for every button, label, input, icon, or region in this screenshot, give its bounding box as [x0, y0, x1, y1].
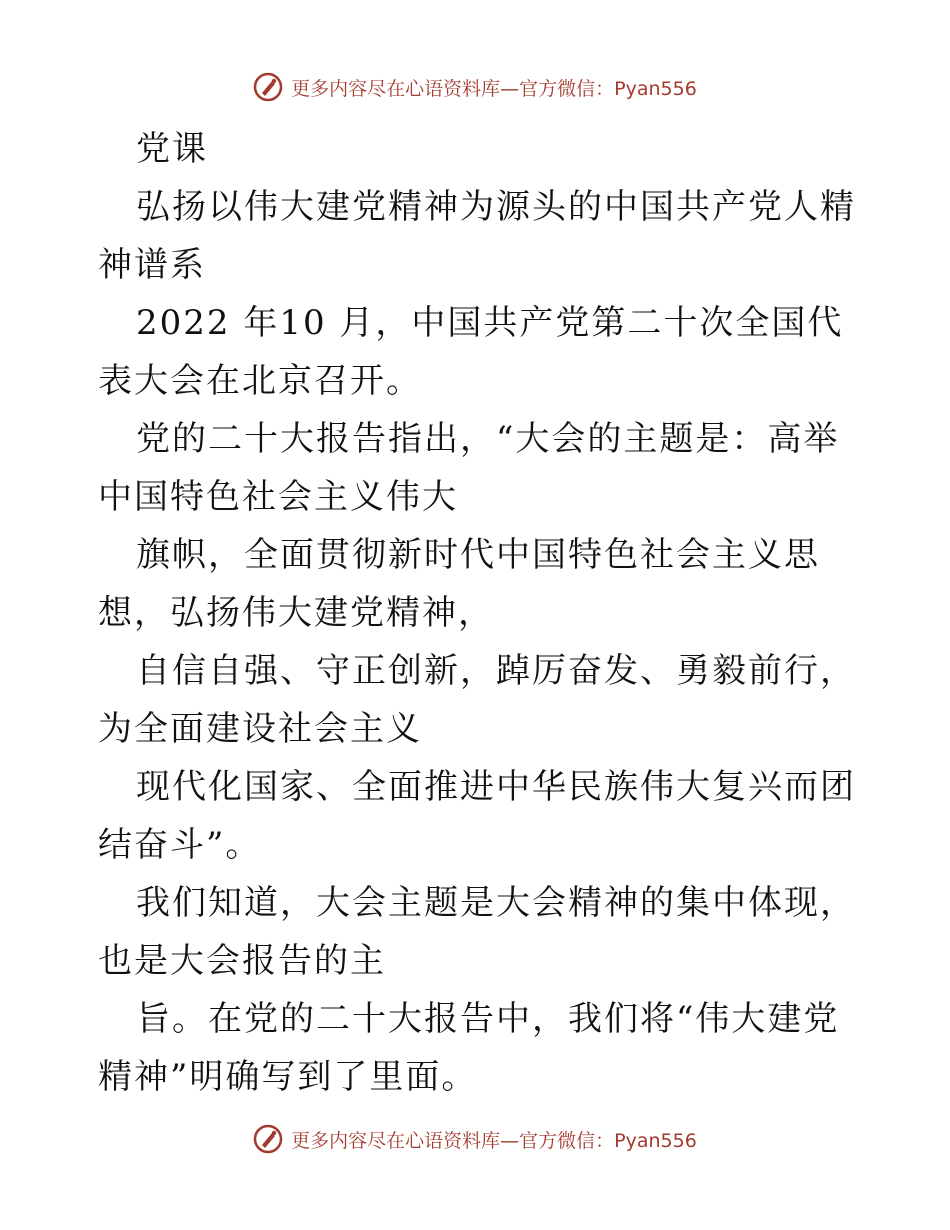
paragraph: 党的二十大报告指出，“大会的主题是：高举中国特色社会主义伟大: [98, 419, 840, 517]
footer-watermark: [0, 1124, 950, 1154]
watermark-dash: —: [500, 77, 520, 100]
header-watermark: [0, 72, 950, 102]
paragraph-subtitle: 弘扬以伟大建党精神为源头的中国共产党人精神谱系: [98, 187, 856, 285]
watermark-wechat: 官方微信：Pyan556: [519, 77, 697, 100]
paragraph: 旗帜，全面贯彻新时代中国特色社会主义思想，弘扬伟大建党精神，: [98, 535, 820, 633]
paragraph: 现代化国家、全面推进中华民族伟大复兴而团结奋斗”。: [98, 767, 856, 865]
watermark-text: [291, 1126, 697, 1153]
paragraph: 旨。在党的二十大报告中，我们将“伟大建党精神”明确写到了里面。: [98, 999, 840, 1097]
watermark-text: [291, 74, 697, 101]
paragraph: 2022 年10 月，中国共产党第二十次全国代表大会在北京召开。: [98, 303, 844, 401]
pen-logo-icon: [253, 1124, 283, 1154]
paragraph: 自信自强、守正创新，踔厉奋发、勇毅前行，为全面建设社会主义: [98, 651, 856, 749]
watermark-brand: 更多内容尽在心语资料库: [291, 77, 501, 100]
paragraph-title: 党课: [136, 129, 208, 169]
watermark-dash: —: [500, 1129, 520, 1152]
document-body: [98, 120, 858, 1106]
pen-logo-icon: [253, 72, 283, 102]
watermark-wechat: 官方微信：Pyan556: [519, 1129, 697, 1152]
paragraph: 我们知道，大会主题是大会精神的集中体现，也是大会报告的主: [98, 883, 856, 981]
watermark-brand: 更多内容尽在心语资料库: [291, 1129, 501, 1152]
